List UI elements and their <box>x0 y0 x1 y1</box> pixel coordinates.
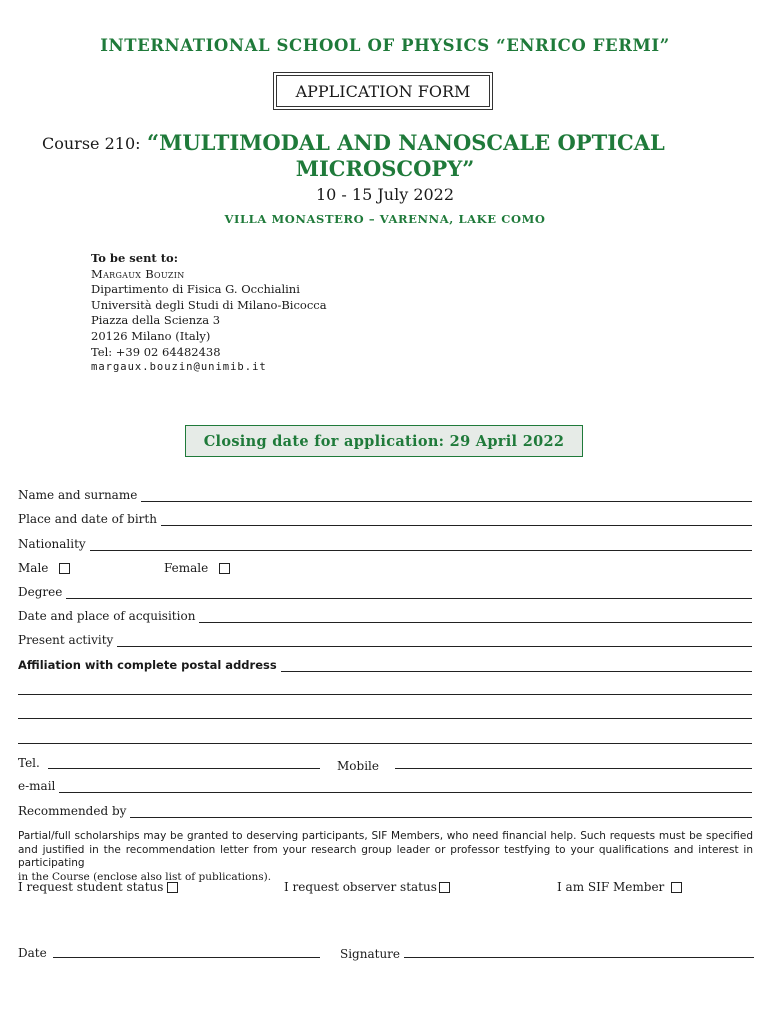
degree-field[interactable] <box>66 582 752 599</box>
course-title-line2: MICROSCOPY” <box>295 156 475 181</box>
tel-field[interactable] <box>48 768 320 769</box>
contact-name: Margaux Bouzin <box>91 266 185 281</box>
male-label: Male <box>18 561 49 575</box>
affiliation-row <box>18 656 752 672</box>
venue: VILLA MONASTERO – VARENNA, LAKE COMO <box>224 212 546 226</box>
activity-field[interactable] <box>117 630 752 647</box>
signature-label: Signature <box>340 947 401 961</box>
birth-row <box>18 510 752 526</box>
signature-field[interactable] <box>404 957 754 958</box>
course-dates: 10 - 15 July 2022 <box>315 185 455 204</box>
nationality-field[interactable] <box>90 534 752 551</box>
student-status-checkbox[interactable] <box>167 882 178 893</box>
scholarship-plain-text: in the Course (enclose also list of publications). <box>18 870 272 883</box>
activity-row <box>18 631 752 647</box>
date-field[interactable] <box>53 957 320 958</box>
observer-status-label: I request observer status <box>284 880 437 894</box>
acquisition-field[interactable] <box>199 606 752 623</box>
contact-city: 20126 Milano (Italy) <box>91 328 211 343</box>
observer-status-checkbox[interactable] <box>439 882 450 893</box>
closing-date-banner: Closing date for application: 29 April 2022 <box>185 425 583 457</box>
male-checkbox[interactable] <box>59 563 70 574</box>
birth-field[interactable] <box>161 509 752 526</box>
contact-university: Università degli Studi di Milano-Bicocca <box>91 297 327 312</box>
email-row <box>18 777 752 793</box>
acquisition-row <box>18 607 752 623</box>
affiliation-line-3[interactable] <box>18 718 752 719</box>
scholarship-note <box>18 830 753 884</box>
affiliation-label: Affiliation with complete postal address <box>18 658 277 672</box>
affiliation-field[interactable] <box>281 655 752 672</box>
sif-member-label: I am SIF Member <box>557 880 665 894</box>
recommended-label: Recommended by <box>18 804 127 818</box>
female-checkbox[interactable] <box>219 563 230 574</box>
scholarship-bold-text: Partial/full scholarships may be granted to deserving participants, SIF Members, who need financial help. Such requests must be specified and justified in the recommendation letter from your research group leader or professor testfying to your qualifications and interest in participating <box>18 830 753 869</box>
student-status-label: I request student status <box>18 880 164 894</box>
send-to-block <box>91 251 327 376</box>
form-title-box <box>273 72 493 110</box>
recommended-field[interactable] <box>130 801 752 818</box>
course-prefix: Course 210: <box>42 134 141 153</box>
birth-label: Place and date of birth <box>18 512 157 526</box>
date-label: Date <box>18 946 47 960</box>
recommended-row <box>18 802 752 818</box>
contact-email-link[interactable]: margaux.bouzin@unimib.it <box>91 361 267 374</box>
name-row <box>18 486 752 502</box>
affiliation-line-2[interactable] <box>18 694 752 695</box>
affiliation-line-4[interactable] <box>18 743 752 744</box>
nationality-row <box>18 535 752 551</box>
mobile-label: Mobile <box>337 759 379 773</box>
name-label: Name and surname <box>18 488 138 502</box>
school-title: INTERNATIONAL SCHOOL OF PHYSICS “ENRICO FERMI” <box>100 36 670 55</box>
contact-tel: Tel: +39 02 64482438 <box>91 344 221 359</box>
activity-label: Present activity <box>18 633 114 647</box>
form-title: APPLICATION FORM <box>276 75 490 107</box>
tel-label: Tel. <box>18 756 40 770</box>
degree-row <box>18 583 752 599</box>
mobile-field[interactable] <box>395 768 752 769</box>
contact-street: Piazza della Scienza 3 <box>91 313 221 328</box>
degree-label: Degree <box>18 585 63 599</box>
nationality-label: Nationality <box>18 537 86 551</box>
send-to-label: To be sent to: <box>91 251 178 265</box>
female-label: Female <box>164 561 209 575</box>
name-field[interactable] <box>141 485 752 502</box>
course-title-line1: “MULTIMODAL AND NANOSCALE OPTICAL <box>147 130 665 155</box>
acquisition-label: Date and place of acquisition <box>18 609 196 623</box>
email-label: e-mail <box>18 779 56 793</box>
sif-member-checkbox[interactable] <box>671 882 682 893</box>
contact-department: Dipartimento di Fisica G. Occhialini <box>91 282 300 297</box>
email-field[interactable] <box>59 776 752 793</box>
